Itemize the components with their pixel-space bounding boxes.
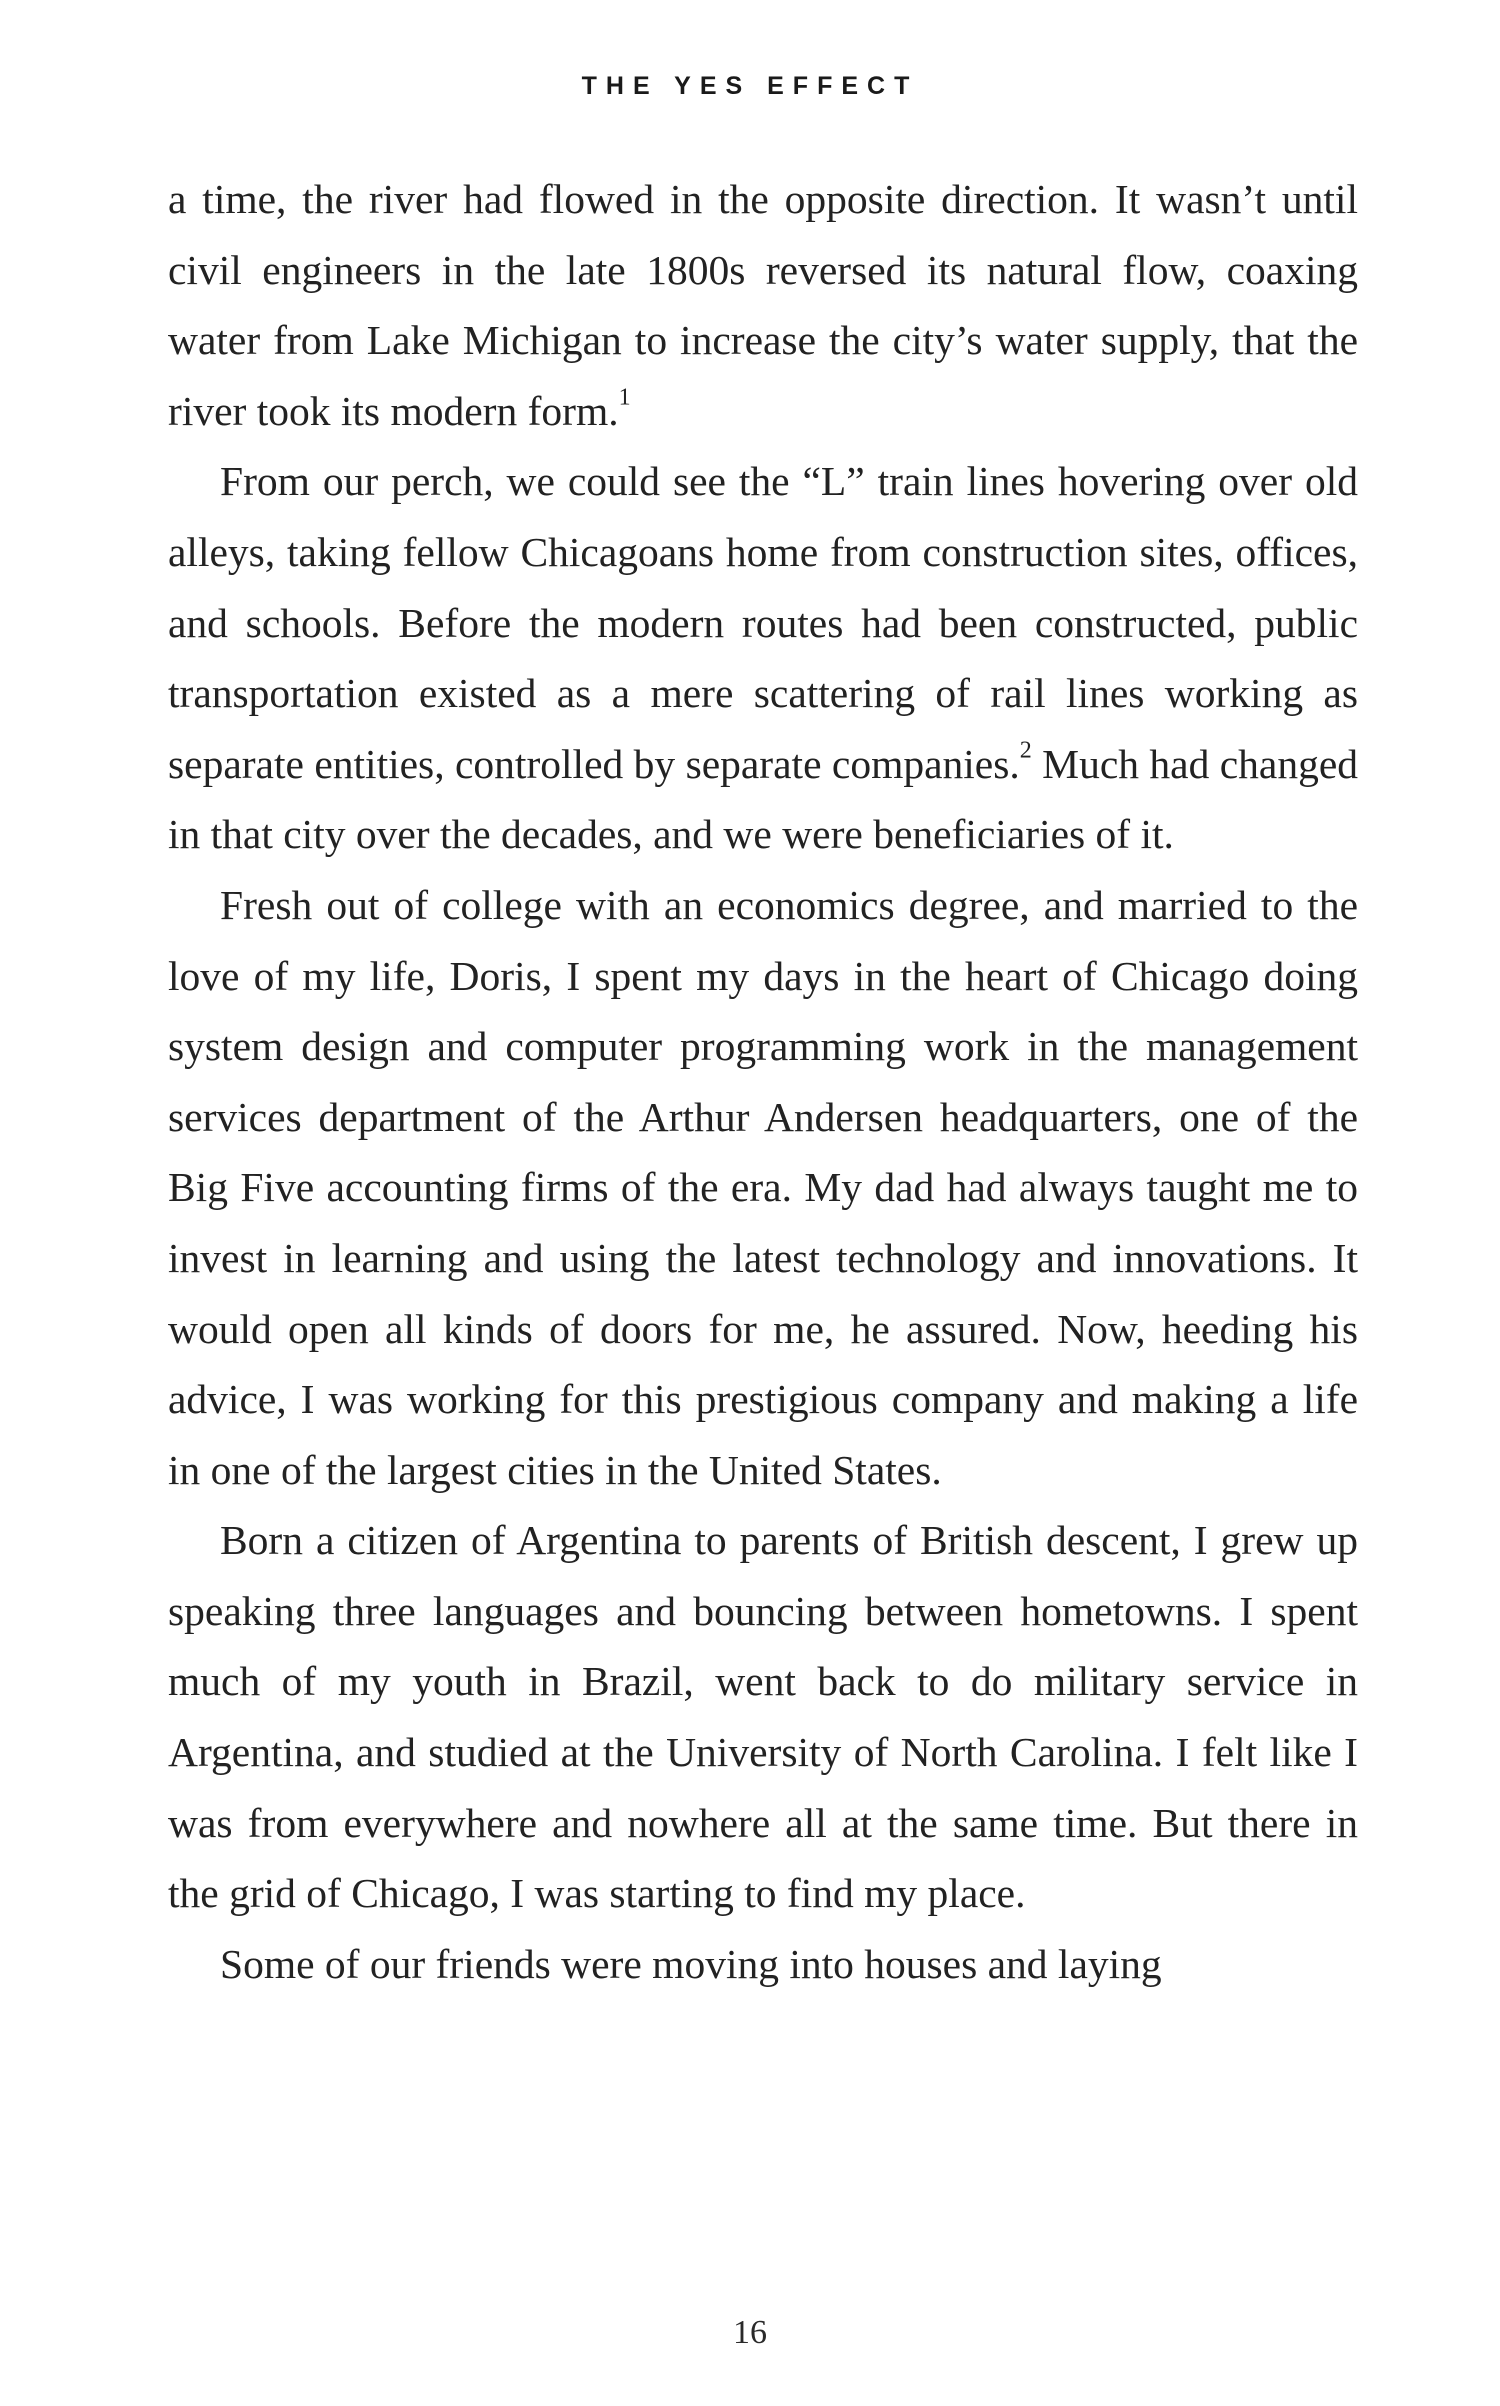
page-number: 16 — [733, 2314, 767, 2351]
footnote-marker: 2 — [1019, 737, 1032, 764]
paragraph: Fresh out of college with an economics degree, and married to the love of my life, Doris, I spent my days in the heart of Chicago doing system design and computer programming work in the management services department of the Arthur Andersen headquarters, one of the Big Five accounting firms of the era. My dad had always taught me to invest in learning and using the latest technology and innovations. It would open all kinds of doors for me, he assured. Now, heeding his advice, I was working for this prestigious company and making a life in one of the largest cities in the United States. — [168, 881, 1358, 1493]
paragraph-text: Much had changed in that city over the decades, and we were beneficiaries of it. — [168, 740, 1359, 858]
footnote-marker: 1 — [618, 384, 631, 411]
paragraph: Born a citizen of Argentina to parents of British descent, I grew up speaking three languages and bouncing between hometowns. I spent much of my youth in Brazil, went back to do military service in Argentina, and studied at the University of North Carolina. I felt like I was from everywhere and nowhere all at the same time. But there in the grid of Chicago, I was starting to find my place. — [168, 1517, 1358, 1917]
body-text — [168, 164, 1358, 1999]
paragraph-continued: Some of our friends were moving into houses and laying — [220, 1940, 1162, 1987]
paragraph — [168, 164, 1358, 446]
paragraph-text: From our perch, we could see the “L” train lines hovering over old alleys, taking fellow Chicagoans home from construction sites, offices, and schools. Before the modern routes had been constructed, public transportation existed as a mere scattering of rail lines working as separate entities, controlled by separate companies. — [168, 458, 1358, 787]
paragraph — [168, 446, 1358, 870]
running-header: THE YES EFFECT — [581, 72, 919, 100]
paragraph-text: a time, the river had flowed in the opposite direction. It wasn’t until civil engineers in the late 1800s reversed its natural flow, coaxing water from Lake Michigan to increase the city’s water supply, that the river took its modern form. — [168, 176, 1358, 434]
